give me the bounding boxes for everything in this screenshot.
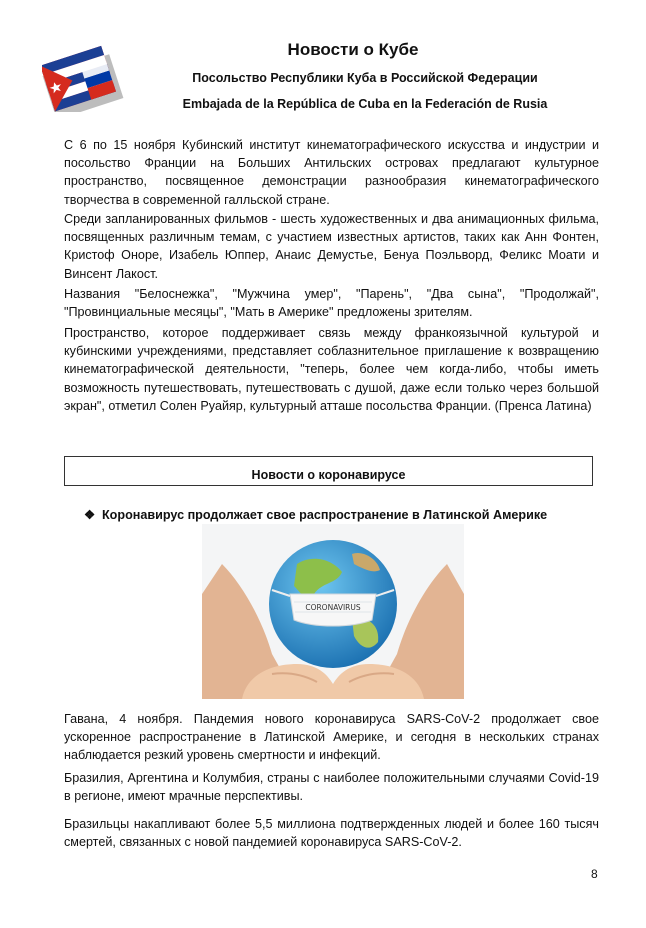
page-title: Новости о Кубе <box>287 40 419 59</box>
embassy-name-es: Embajada de la República de Cuba en la Federación de Rusia <box>182 97 548 111</box>
section-title: Новости о коронавирусе <box>251 468 406 482</box>
article2-paragraph-1: Гавана, 4 ноября. Пандемия нового коронавируса SARS-CoV-2 продолжает свое ускоренное распространение в Латинской Америке, и сегодня в нескольких странах наблюдается резкий уровень смертности и инфекций. <box>64 712 599 763</box>
article2-headline: Коронавирус продолжает свое распространение в Латинской Америке <box>102 508 548 522</box>
globe-with-mask-photo <box>202 524 464 699</box>
mask-label: CORONAVIRUS <box>305 603 361 612</box>
article1-paragraph-1: С 6 по 15 ноября Кубинский институт кинематографического искусства и индустрии и посольство Франции на Больших Антильских островах предлагают культурное пространство, посвященное демонстрации разнообразия кинематографического творчества в современной галльской стране. <box>64 138 599 207</box>
embassy-name-ru: Посольство Республики Куба в Российской Федерации <box>192 71 538 85</box>
article2-headline-row <box>84 507 547 522</box>
article2-paragraph-3: Бразильцы накапливают более 5,5 миллиона подтвержденных людей и более 160 тысяч смертей, связанных с новой пандемией коронавируса SARS-CoV-2. <box>64 817 599 850</box>
article2-paragraph-2: Бразилия, Аргентина и Колумбия, страны с наиболее положительными случаями Covid-19 в регионе, имеют мрачные перспективы. <box>64 771 599 804</box>
page-number: 8 <box>591 867 598 881</box>
diamond-bullet-icon: ❖ <box>84 508 96 522</box>
article1-paragraph-4: Пространство, которое поддерживает связь между франкоязычной культурой и кубинскими учреждениями, представляет соблазнительное приглашение к возвращению кинематографической деятельности, "теперь, более чем когда-либо, чтобы иметь возможность путешествовать, путешествовать с душой, даже если только через большой экран", отметил Солен Руайяр, культурный атташе посольства Франции. (Пренса Латина) <box>64 326 599 413</box>
article1-paragraph-2: Среди запланированных фильмов - шесть художественных и два анимационных фильма, посвященных различным темам, с участием известных артистов, таких как Анн Фонтен, Кристоф Оноре, Изабель Юппер, Анаис Демустье, Бенуа Поэльворд, Феликс Моати и Винсент Лакост. <box>64 212 599 281</box>
section-header-box <box>64 456 593 486</box>
article1-paragraph-3: Названия "Белоснежка", "Мужчина умер", "Парень", "Два сына", "Продолжай", "Провинциальные месяцы", "Мать в Америке" предложены зрителям. <box>64 287 599 320</box>
